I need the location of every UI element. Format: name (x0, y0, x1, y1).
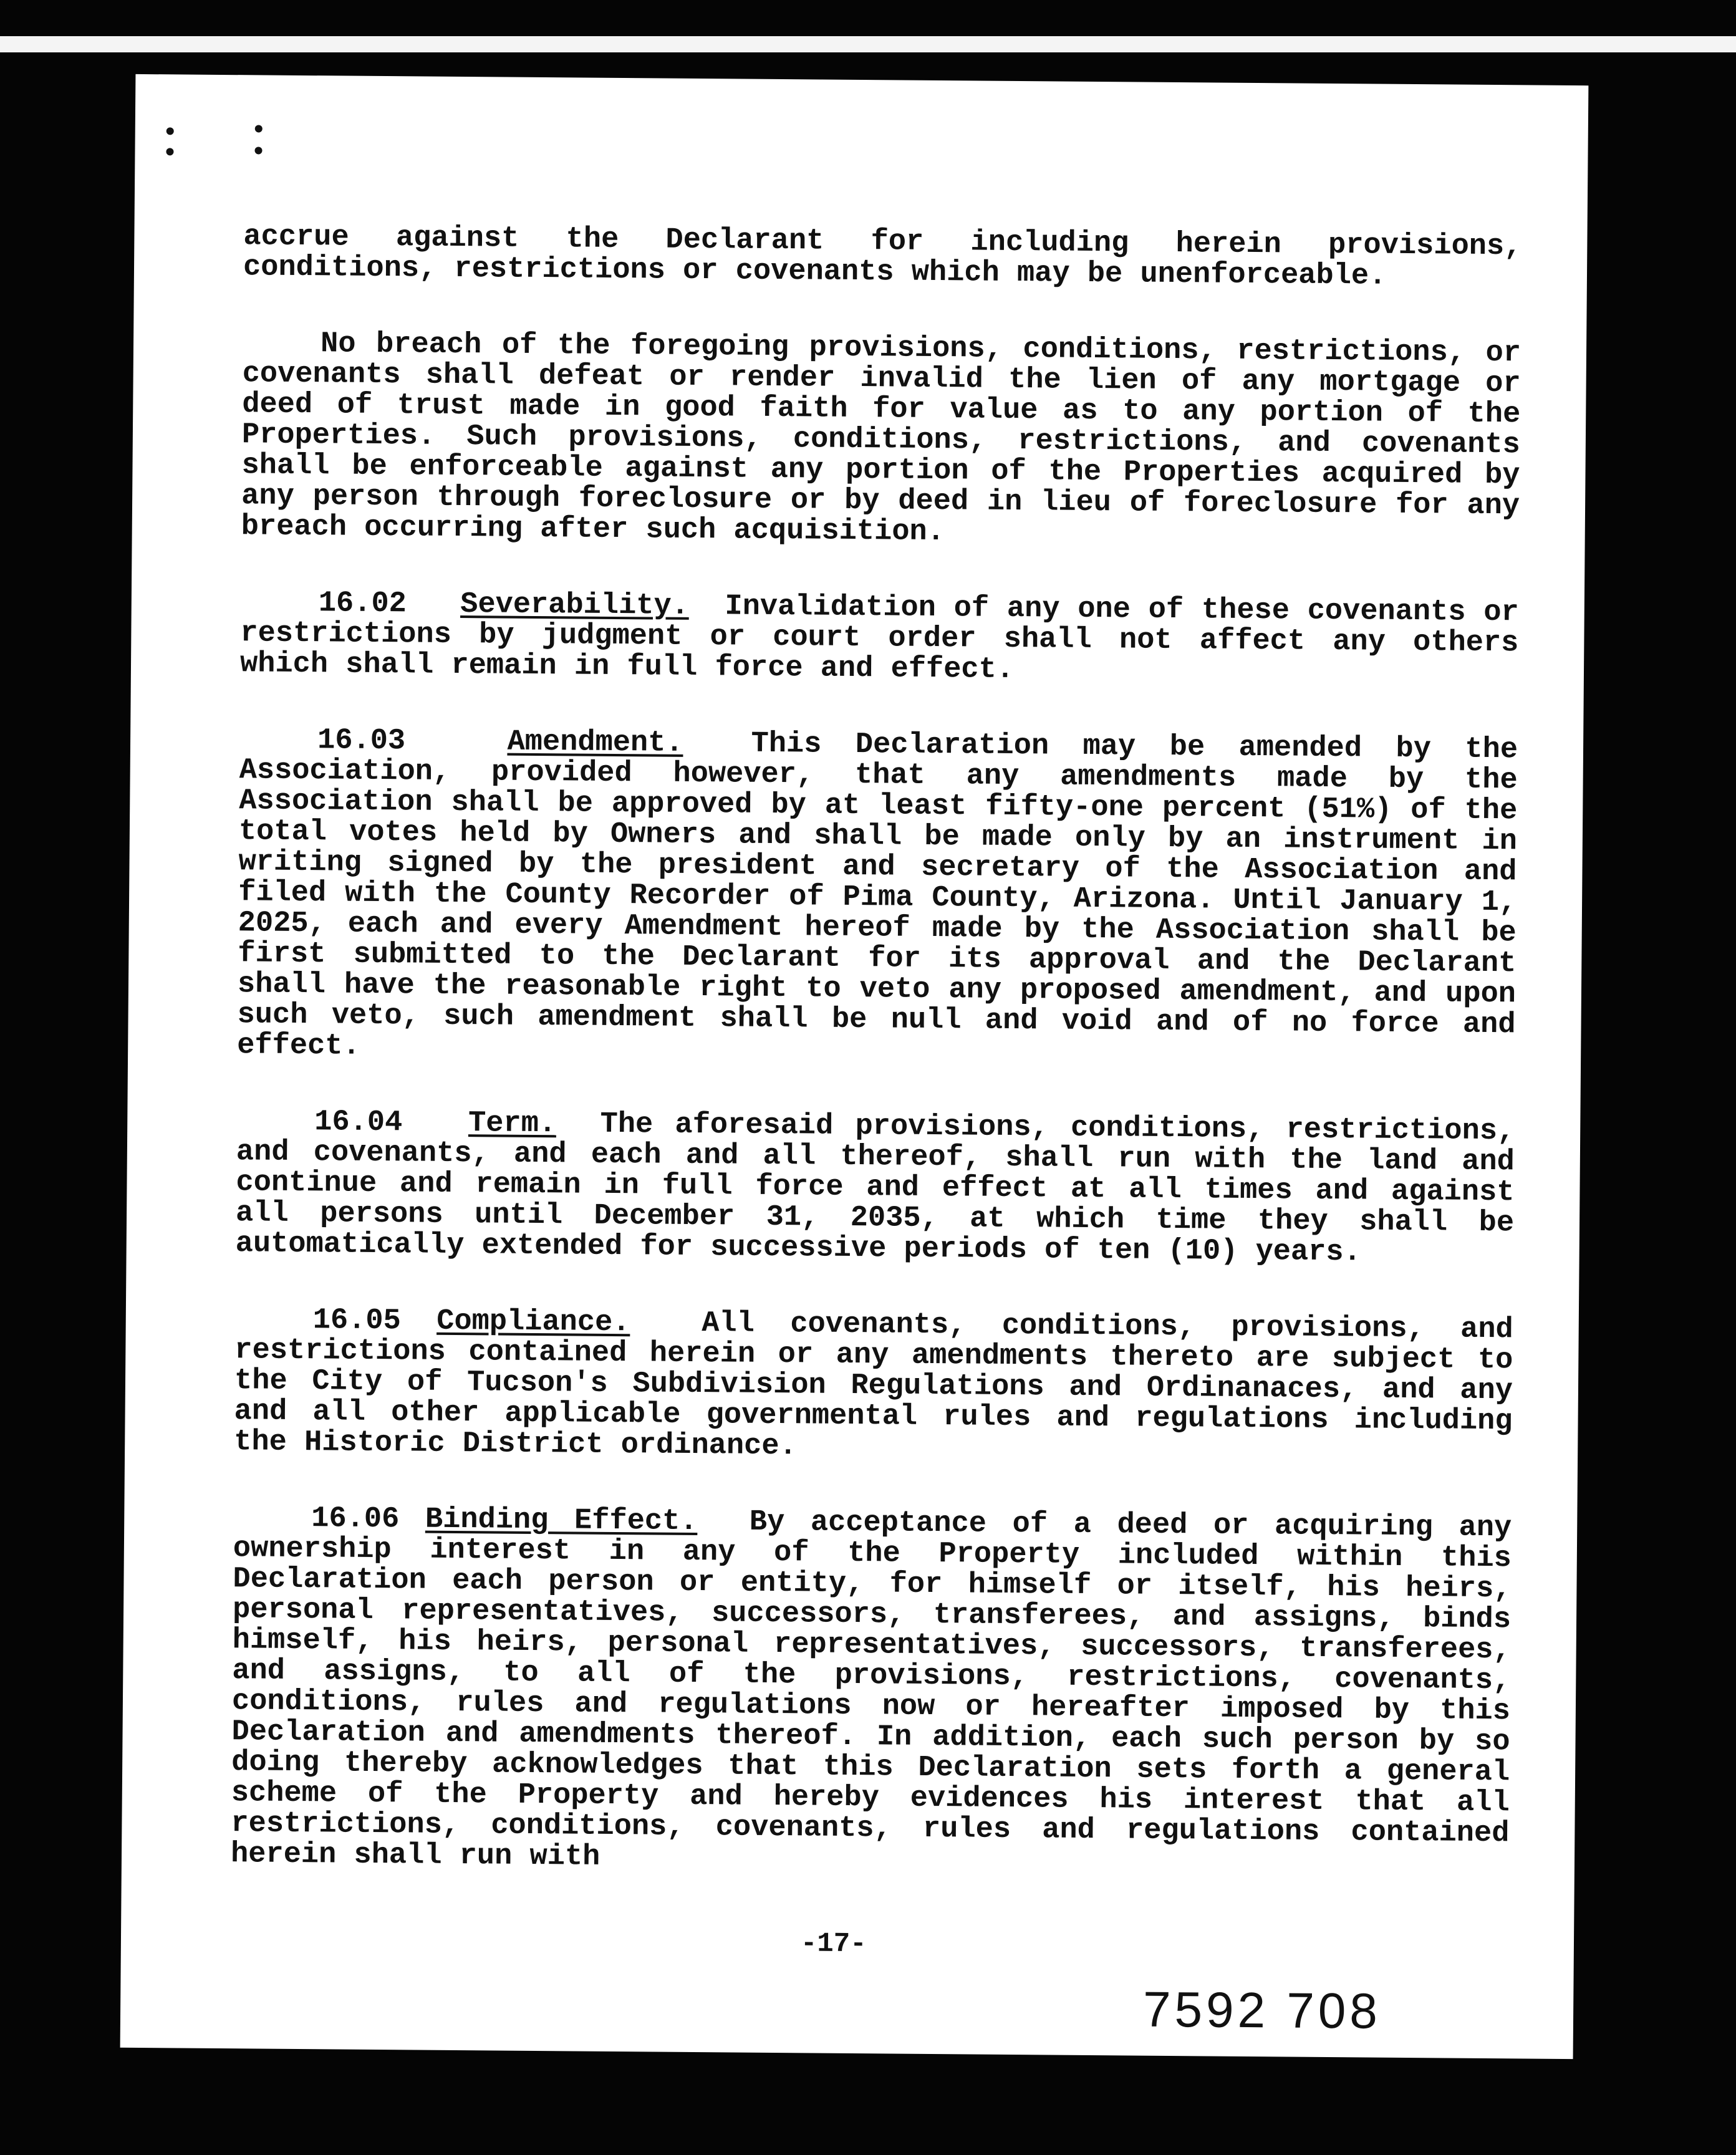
section-number: 16.05 (312, 1304, 402, 1338)
scan-speck (166, 127, 174, 135)
document-body (230, 221, 1521, 1925)
paragraph-body: No breach of the foregoing provisions, conditions, restrictions, or covenants shall defeat or render invalid the lien of any mortgage or deed of trust made in good faith for value as to any portion of the Properties. Such provisions, conditions, restrictions, and covenants shall be enforceable against any portion of the Properties acquired by any person through foreclosure or by deed in lieu of foreclosure for any breach occurring after such acquisition. (241, 327, 1521, 549)
section-title: Compliance. (436, 1304, 630, 1340)
section-body: By acceptance of a deed or acquiring any ownership interest in any of the Property included within this Declaration each person or entity, for himself or itself, his heirs, personal representatives, successors, transferees, and assigns, binds himself, his heirs, personal representatives, successors, transferees, and assigns, to all of the provisions, restrictions, covenants, conditions, rules and regulations now or hereafter imposed by this Declaration and amendments thereof. In addition, each such person by so doing thereby acknowledges that this Declaration sets forth a general scheme of the Property and hereby evidences his interest that all restrictions, conditions, covenants, rules and regulations contained herein shall run with (230, 1505, 1512, 1874)
section-number: 16.06 (311, 1502, 400, 1536)
page-number: -17- (800, 1928, 867, 1960)
document-page (120, 74, 1589, 2059)
section-body: Invalidation of any one of these covenants or restrictions by judgment or court order shall not affect any others which shall remain in full force and effect. (239, 590, 1519, 687)
paragraph-no-breach (241, 328, 1521, 552)
section-16-02 (240, 587, 1519, 689)
paragraph-continuation (243, 221, 1522, 292)
scan-speck (254, 147, 262, 154)
recording-number: 7592 708 (1142, 1981, 1382, 2039)
section-16-03 (237, 725, 1518, 1071)
section-body: This Declaration may be amended by the Association, provided however, that any amendments made by the Association shall be approved by at least fifty-one percent (51%) of the total votes held by Owners and shall be made only by an instrument in writing signed by the president and secretary of the Association and filed with the County Recorder of Pima County, Arizona. Until January 1, 2025, each and every Amendment hereof made by the Association shall be first submitted to the Declarant for its approval and the Declarant shall have the reasonable right to veto any proposed amendment, and upon such veto, such amendment shall be null and void and of no force and effect. (237, 727, 1518, 1063)
section-number: 16.02 (318, 587, 407, 621)
section-title: Amendment. (507, 725, 683, 760)
section-title: Severability. (460, 588, 690, 623)
section-title: Binding Effect. (425, 1503, 698, 1539)
section-16-04 (236, 1106, 1515, 1269)
section-number: 16.04 (314, 1106, 403, 1140)
section-16-05 (234, 1304, 1513, 1467)
scan-top-strip (0, 36, 1736, 52)
scan-speck (255, 125, 263, 132)
scan-speck (166, 148, 173, 155)
section-title: Term. (468, 1107, 557, 1141)
section-16-06 (231, 1503, 1512, 1879)
section-body: All covenants, conditions, provisions, and restrictions contained herein or any amendments thereto are subject to the City of Tucson's Subdivision Regulations and Ordinanaces, and any and all other applicable governmental rules and regulations including the Historic District ordinance. (234, 1307, 1513, 1463)
paragraph-body: accrue against the Declarant for including herein provisions, conditions, restrictions or covenants which may be unenforceable. (243, 220, 1522, 293)
section-number: 16.03 (317, 724, 406, 758)
section-body: The aforesaid provisions, conditions, restrictions, and covenants, and each and all thereof, shall run with the land and continue and remain in full force and effect at all times and against all persons until December 31, 2035, at which time they shall be automatically extended for successive periods of ten (10) years. (235, 1107, 1515, 1270)
